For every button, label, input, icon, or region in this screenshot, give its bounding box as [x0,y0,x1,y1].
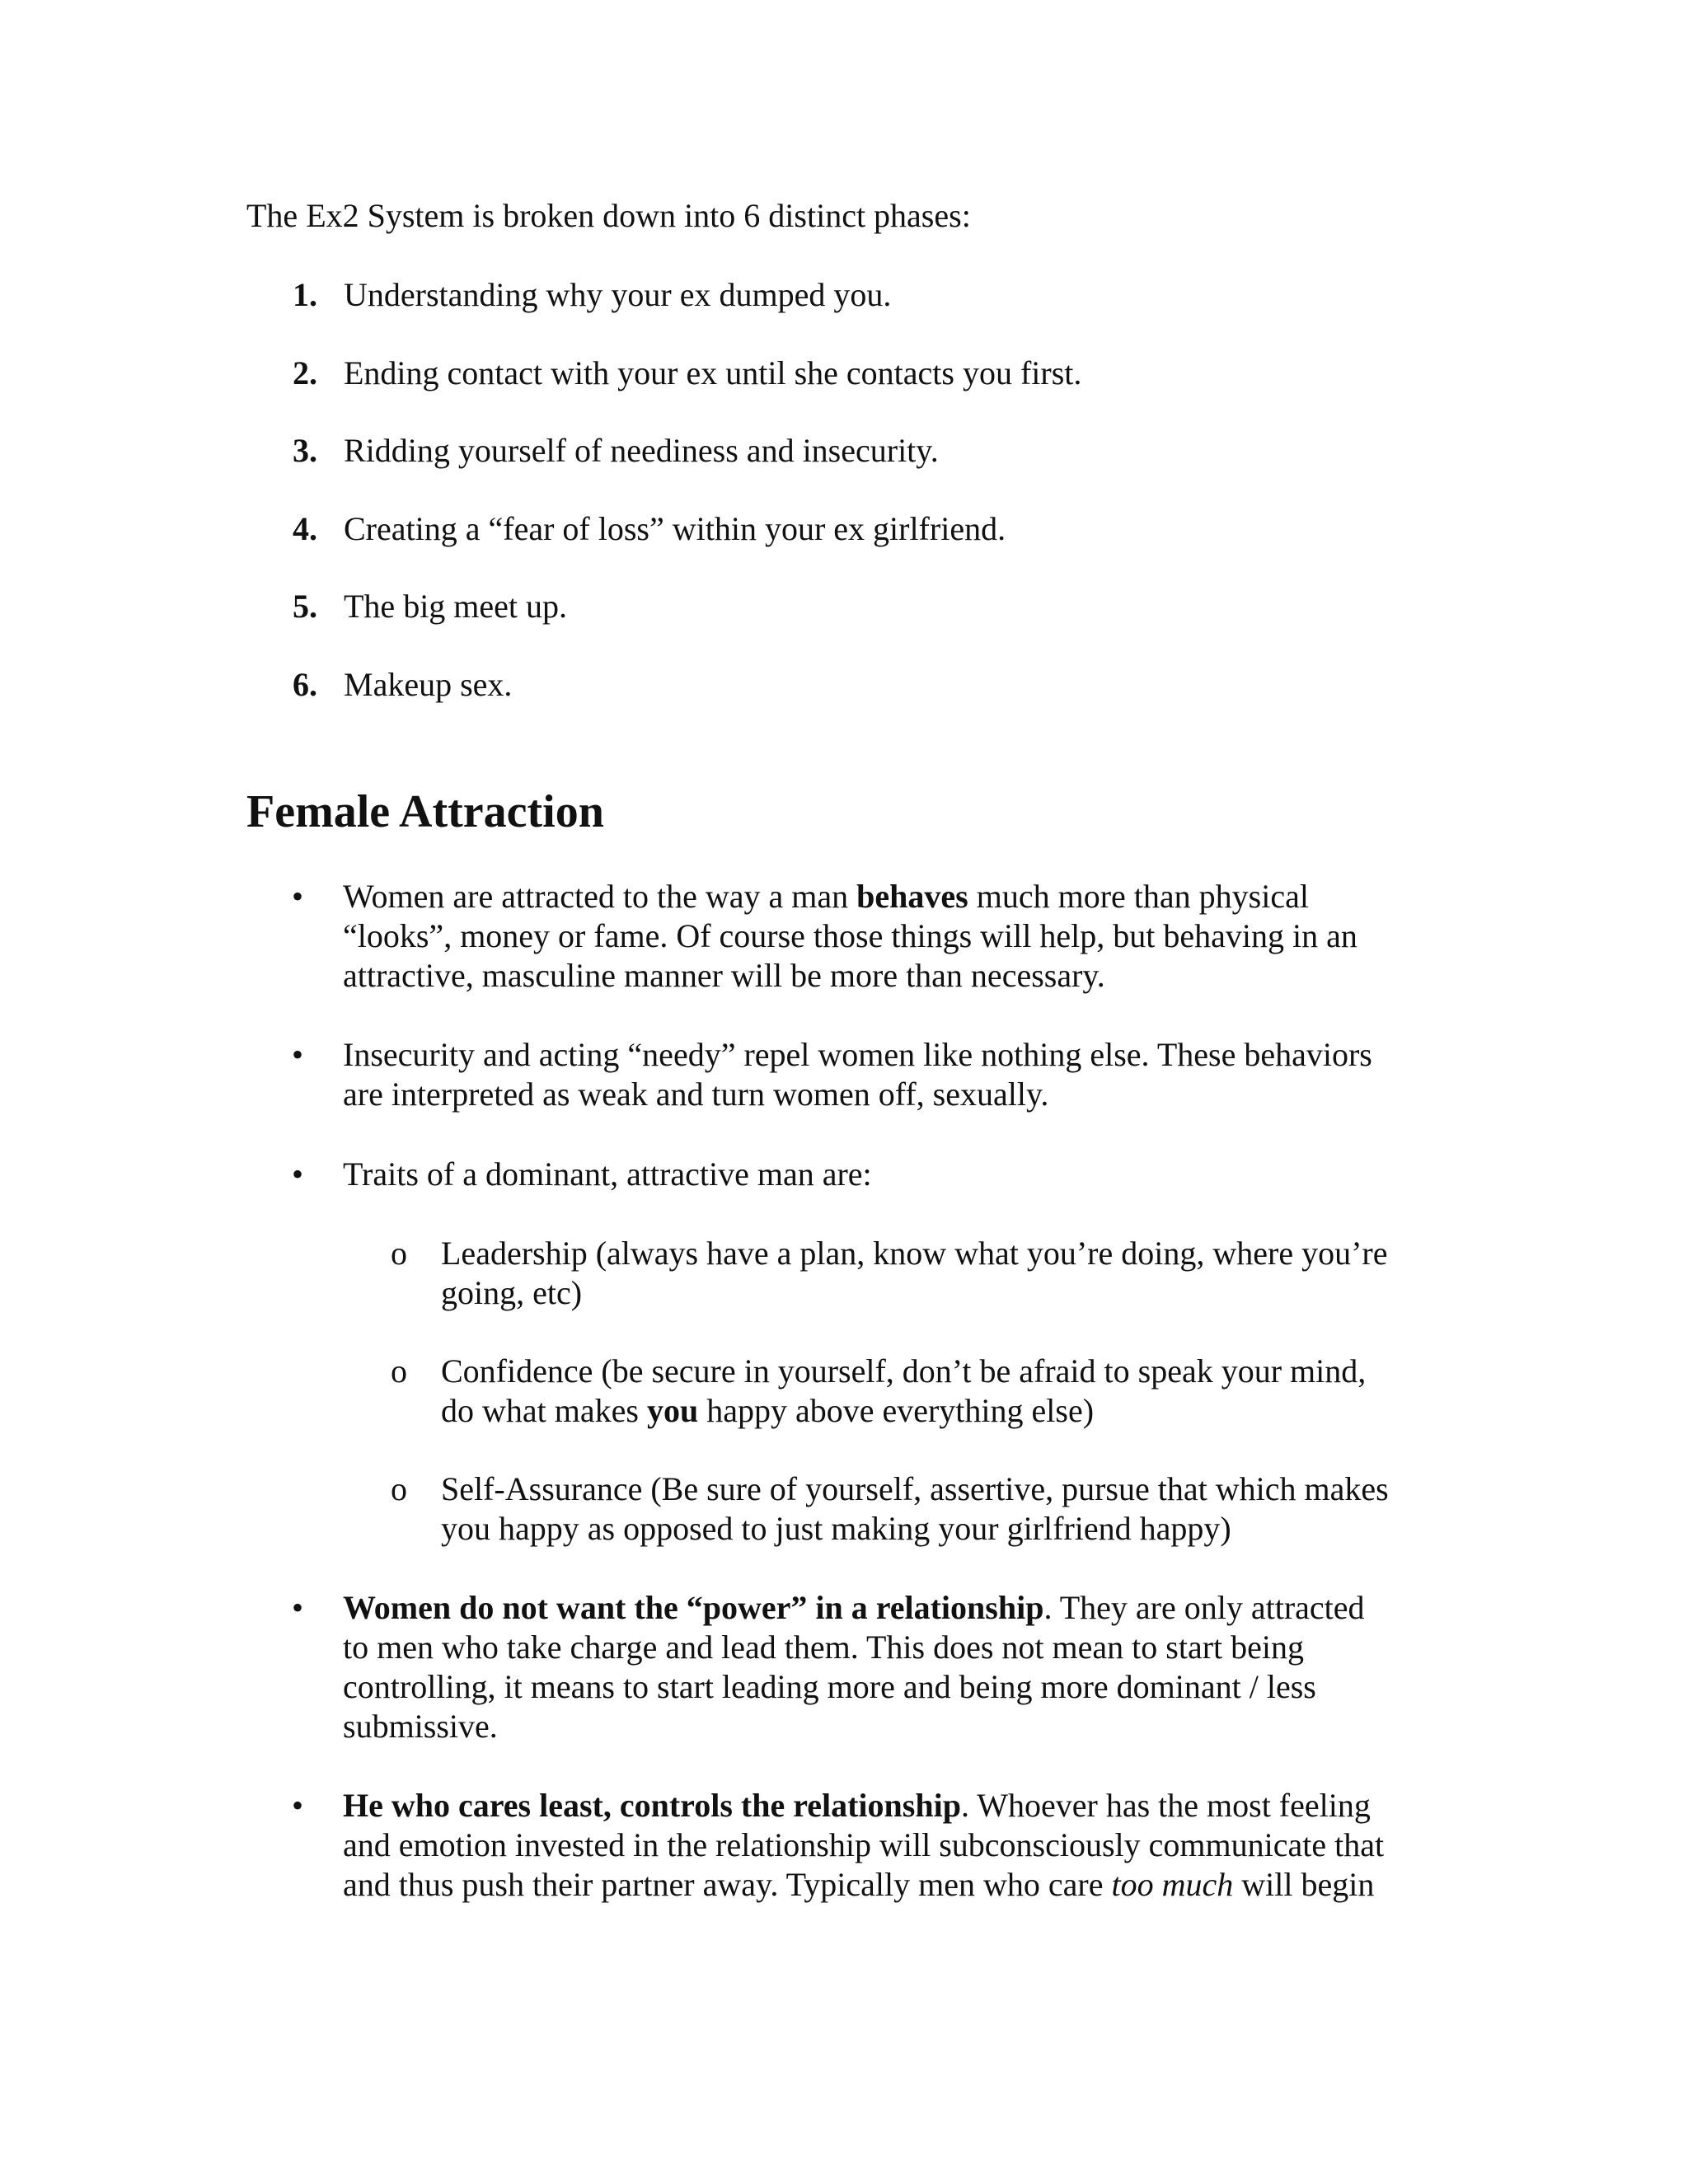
sub-bullet-marker: o [391,1235,407,1272]
sub-bullet-marker: o [391,1352,407,1390]
emphasis-italic: too much [1111,1866,1234,1903]
bullet-line: Women do not want the “power” in a relationship. They are only attracted [343,1589,1365,1626]
phase-number: 5. [293,588,317,625]
bullet-line: controlling, it means to start leading more and being more dominant / less [343,1668,1316,1705]
sub-bullet-line: Self-Assurance (Be sure of yourself, assertive, pursue that which makes [441,1470,1389,1507]
phase-item [293,354,1081,393]
phase-item [293,431,939,471]
bullet-line: submissive. [343,1708,498,1745]
bullet-text [343,1035,1464,1114]
bullet-line: are interpreted as weak and turn women off, sexually. [343,1076,1049,1113]
sub-bullet-line: do what makes you happy above everything else) [441,1392,1095,1429]
bullet-line: Women are attracted to the way a man behaves much more than physical [343,878,1309,915]
phase-text: Ending contact with your ex until she contacts you first. [344,354,1082,391]
phase-text: Ridding yourself of neediness and insecurity. [344,432,939,469]
bullet-line: He who cares least, controls the relationship. Whoever has the most feeling [343,1787,1371,1824]
bullet-text [343,1786,1464,1905]
bullet-line: to men who take charge and lead them. This does not mean to start being [343,1629,1304,1666]
bullet-line: and emotion invested in the relationship will subconsciously communicate that [343,1826,1385,1863]
bullet-line: and thus push their partner away. Typically men who care too much will begin [343,1866,1375,1903]
bullet-line: Traits of a dominant, attractive man are: [343,1155,872,1193]
phase-item [293,587,567,626]
bullet-text [343,1155,1464,1194]
phase-number: 4. [293,510,317,547]
sub-bullet-line: Leadership (always have a plan, know what you’re doing, where you’re [441,1235,1388,1272]
bullet-text [343,877,1464,996]
phase-text: Understanding why your ex dumped you. [344,276,892,313]
bullet-marker: • [292,878,304,915]
sub-bullet-line: you happy as opposed to just making your girlfriend happy) [441,1510,1231,1547]
sub-bullet-text [441,1469,1463,1549]
sub-bullet-line: Confidence (be secure in yourself, don’t be afraid to speak your mind, [441,1352,1367,1390]
phase-item [293,275,891,315]
bullet-text [343,1588,1464,1746]
phase-text: Creating a “fear of loss” within your ex girlfriend. [344,510,1006,547]
bullet-marker: • [292,1589,304,1626]
bullet-line: attractive, masculine manner will be more than necessary. [343,957,1105,994]
phase-text: Makeup sex. [344,666,513,703]
bullet-marker: • [292,1155,304,1193]
bullet-line: Insecurity and acting “needy” repel women like nothing else. These behaviors [343,1036,1372,1073]
emphasis-bold: behaves [856,878,968,915]
phase-number: 2. [293,354,317,391]
emphasis-bold: He who cares least, controls the relationship [343,1787,961,1824]
sub-bullet-marker: o [391,1470,407,1507]
sub-bullet-text [441,1234,1463,1313]
section-heading: Female Attraction [246,786,604,837]
phase-text: The big meet up. [344,588,568,625]
bullet-marker: • [292,1787,304,1824]
bullet-line: “looks”, money or fame. Of course those things will help, but behaving in an [343,917,1357,954]
phase-number: 3. [293,432,317,469]
phase-item [293,665,512,705]
emphasis-bold: you [646,1392,699,1429]
sub-bullet-text [441,1352,1463,1431]
bullet-marker: • [292,1036,304,1073]
sub-bullet-line: going, etc) [441,1274,583,1311]
emphasis-bold: Women do not want the “power” in a relationship [343,1589,1044,1626]
intro-paragraph: The Ex2 System is broken down into 6 distinct phases: [246,197,971,234]
phase-item [293,509,1006,549]
phase-number: 6. [293,666,317,703]
phase-number: 1. [293,276,317,313]
